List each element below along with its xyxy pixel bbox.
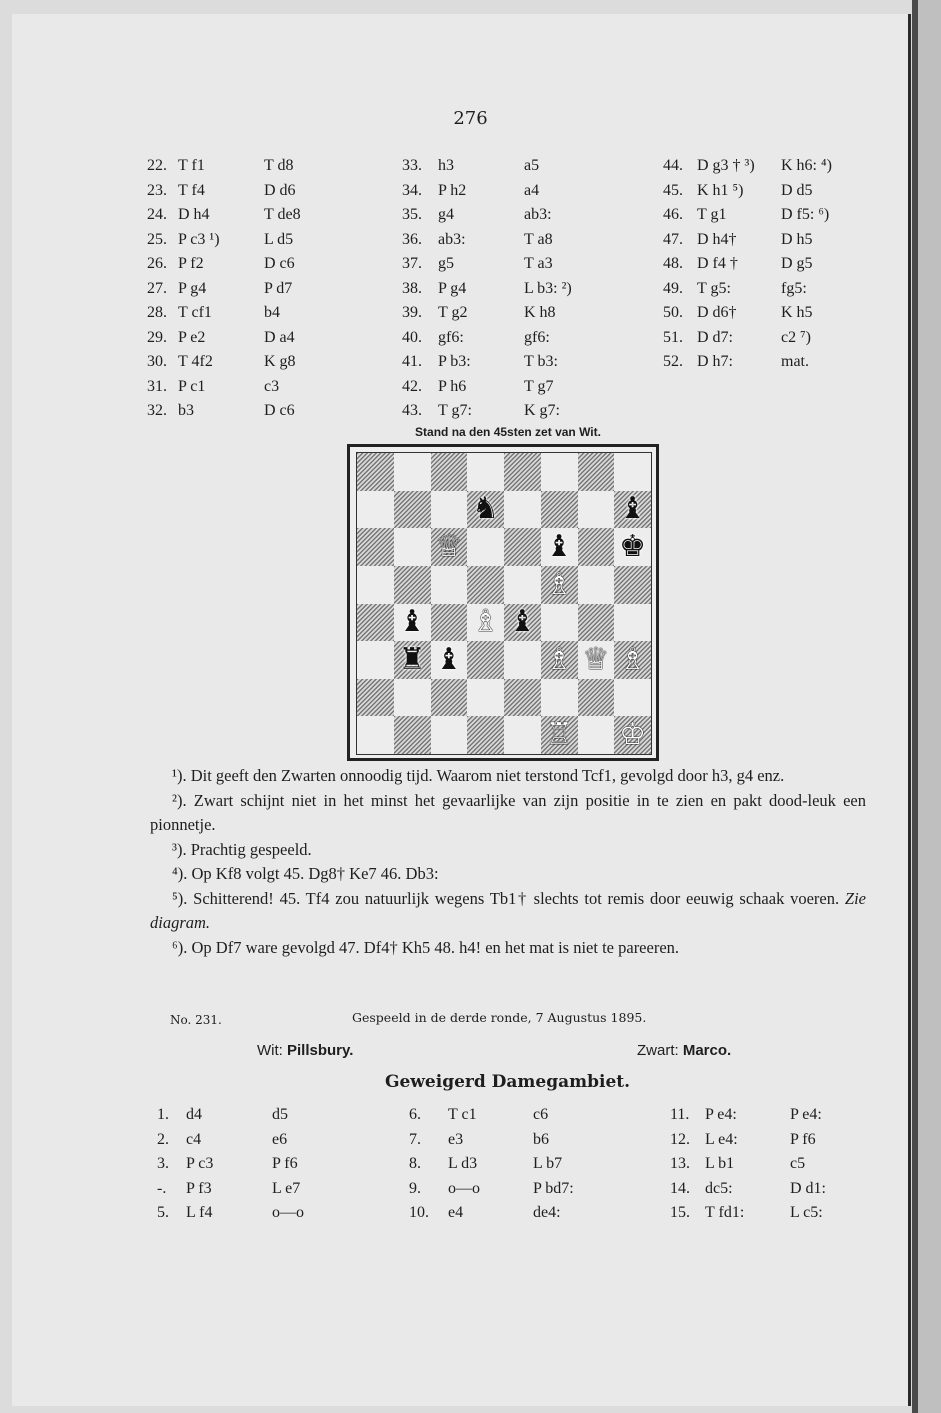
footnote-text: Op Kf8 volgt 45. Dg8† Ke7 46. Db3: <box>191 864 439 883</box>
chess-board <box>356 452 652 755</box>
move-number: 8. <box>409 1155 421 1172</box>
black-move: ab3: <box>524 206 552 223</box>
black-move: D c6 <box>264 402 295 419</box>
square-d8 <box>467 453 504 491</box>
game-col3-black <box>790 1103 826 1226</box>
square-b5 <box>394 566 431 604</box>
black-move: T d8 <box>264 157 294 174</box>
square-e2 <box>504 679 541 717</box>
square-c6 <box>431 528 468 566</box>
white-move: L f4 <box>186 1204 213 1221</box>
white-move: d4 <box>186 1106 202 1123</box>
move-number: 34. <box>402 181 422 199</box>
footnote-text: Dit geeft den Zwarten onnoodig tijd. Waarom niet terstond Tcf1, gevolgd door h3, g4 enz. <box>190 766 785 785</box>
white-move: o—o <box>448 1179 480 1197</box>
white-move: D f4 † <box>697 255 738 272</box>
square-g5 <box>578 566 615 604</box>
game-played-info: Gespeeld in de derde ronde, 7 Augustus 1895. <box>352 1010 647 1025</box>
square-a2 <box>357 679 394 717</box>
square-a6 <box>357 528 394 566</box>
square-h6 <box>614 528 651 566</box>
footnote <box>150 862 866 887</box>
footnote <box>150 764 866 789</box>
black-move: T de8 <box>264 206 301 223</box>
game-col1-numbers <box>157 1103 169 1226</box>
white-move: e3 <box>448 1130 464 1148</box>
col1-numbers <box>147 154 167 424</box>
white-move: D h4 <box>178 206 210 223</box>
black-name: Marco. <box>682 1042 732 1059</box>
black-move: e6 <box>272 1130 288 1148</box>
move-number: 12. <box>670 1130 690 1148</box>
move-number: 45. <box>663 181 683 199</box>
square-e4 <box>504 604 541 642</box>
footnote <box>150 887 866 936</box>
square-e3 <box>504 641 541 679</box>
black-move: D f5: ⁶) <box>781 206 830 223</box>
square-f6 <box>541 528 578 566</box>
black-rook-icon: ♜ <box>398 641 426 677</box>
square-c7 <box>431 491 468 529</box>
move-number: 14. <box>670 1179 690 1197</box>
black-move: K g7: <box>524 402 560 419</box>
move-number: 51. <box>663 328 683 346</box>
square-a1 <box>357 716 394 754</box>
footnote-text: Schitterend! 45. Tf4 zou natuurlijk wegens Tb1† slechts tot remis door eeuwig schaak voeren. <box>193 888 840 908</box>
col3-white <box>697 154 755 375</box>
square-h8 <box>614 453 651 491</box>
move-number: 22. <box>147 157 167 174</box>
white-move: gf6: <box>438 328 464 346</box>
black-move: T b3: <box>524 353 558 370</box>
opening-title: Geweigerd Damegambiet. <box>384 1072 631 1092</box>
white-move: T 4f2 <box>178 353 213 370</box>
black-label: Zwart: <box>637 1042 679 1059</box>
footnote-mark: ⁶). <box>172 937 192 957</box>
white-move: P c3 ¹) <box>178 230 220 248</box>
square-d3 <box>467 641 504 679</box>
square-e1 <box>504 716 541 754</box>
square-g7 <box>578 491 615 529</box>
move-number: 36. <box>402 230 422 248</box>
black-move: L b3: ²) <box>524 279 572 297</box>
square-c5 <box>431 566 468 604</box>
move-number: 27. <box>147 279 167 297</box>
move-number: 15. <box>670 1204 690 1221</box>
white-move: T fd1: <box>705 1204 745 1221</box>
game-col2-numbers <box>409 1103 429 1226</box>
game-col3-numbers <box>670 1103 690 1226</box>
black-move: P e4: <box>790 1106 822 1123</box>
white-move: P e4: <box>705 1106 737 1123</box>
move-number: 35. <box>402 206 422 223</box>
move-number: 44. <box>663 157 683 174</box>
move-number: 28. <box>147 304 167 321</box>
black-move: c3 <box>264 377 280 395</box>
black-move: T a8 <box>524 230 553 248</box>
white-player <box>257 1042 353 1059</box>
move-number: 49. <box>663 279 683 297</box>
white-move: ab3: <box>438 230 466 248</box>
white-move: T g1 <box>697 206 727 223</box>
black-move: P f6 <box>790 1130 816 1148</box>
black-move: D h5 <box>781 230 813 248</box>
black-move: L d5 <box>264 230 294 248</box>
white-move: P e2 <box>178 328 206 346</box>
black-bishop-icon: ♝ <box>545 529 573 565</box>
square-e5 <box>504 566 541 604</box>
col3-numbers <box>663 154 683 375</box>
move-number: 31. <box>147 377 167 395</box>
footnote-text: Op Df7 ware gevolgd 47. Df4† Kh5 48. h4! en het mat is niet te pareeren. <box>191 937 680 957</box>
black-move: K h5 <box>781 304 813 321</box>
square-a5 <box>357 566 394 604</box>
square-c3 <box>431 641 468 679</box>
square-c1 <box>431 716 468 754</box>
footnote-reference: Zie diagram. <box>150 888 866 932</box>
square-f7 <box>541 491 578 529</box>
square-a8 <box>357 453 394 491</box>
white-move: T f1 <box>178 157 205 174</box>
white-bishop-icon: ♗ <box>619 641 647 677</box>
square-h7 <box>614 491 651 529</box>
col3-black <box>781 154 832 375</box>
black-king-icon: ♚ <box>619 529 647 565</box>
square-d5 <box>467 566 504 604</box>
white-move: L b1 <box>705 1155 735 1172</box>
white-queen-icon: ♕ <box>435 529 463 565</box>
square-c8 <box>431 453 468 491</box>
black-move: T a3 <box>524 255 553 272</box>
square-b3 <box>394 641 431 679</box>
move-number: 37. <box>402 255 422 272</box>
white-bishop-icon: ♗ <box>545 566 573 602</box>
white-move: T c1 <box>448 1106 477 1123</box>
black-move: K h8 <box>524 304 556 321</box>
move-number: 25. <box>147 230 167 248</box>
square-b7 <box>394 491 431 529</box>
white-move: D d6† <box>697 304 737 321</box>
white-move: g5 <box>438 255 454 272</box>
square-d4 <box>467 604 504 642</box>
col2-black <box>524 154 572 424</box>
black-move: c5 <box>790 1155 806 1172</box>
white-bishop-icon: ♗ <box>545 641 573 677</box>
white-rook-icon: ♖ <box>545 717 573 753</box>
white-move: D h4† <box>697 230 737 248</box>
black-move: a5 <box>524 157 540 174</box>
black-move: c6 <box>533 1106 549 1123</box>
black-player <box>637 1042 731 1059</box>
footnote-mark: ⁴). <box>172 864 192 883</box>
footnotes <box>150 764 866 960</box>
game-number: No. 231. <box>170 1013 222 1027</box>
white-move: b3 <box>178 402 194 419</box>
white-move: h3 <box>438 157 454 174</box>
move-number: 23. <box>147 181 167 199</box>
move-number: 30. <box>147 353 167 370</box>
move-number: 2. <box>157 1130 169 1148</box>
square-g3 <box>578 641 615 679</box>
game-col1-black <box>272 1103 304 1226</box>
white-move: dc5: <box>705 1179 733 1197</box>
white-move: T g7: <box>438 402 472 419</box>
square-b2 <box>394 679 431 717</box>
black-move: D a4 <box>264 328 295 346</box>
move-number: 3. <box>157 1155 169 1172</box>
black-move: L b7 <box>533 1155 563 1172</box>
move-number: 47. <box>663 230 683 248</box>
black-move: mat. <box>781 353 809 370</box>
square-e6 <box>504 528 541 566</box>
square-h1 <box>614 716 651 754</box>
footnote <box>150 936 866 961</box>
diagram-caption: Stand na den 45sten zet van Wit. <box>415 425 601 439</box>
move-number: 42. <box>402 377 422 395</box>
move-number: 7. <box>409 1130 421 1148</box>
page-number: 276 <box>453 108 488 129</box>
white-bishop-icon: ♗ <box>472 604 500 640</box>
black-move: d5 <box>272 1106 288 1123</box>
black-move: P f6 <box>272 1155 298 1172</box>
black-move: gf6: <box>524 328 550 346</box>
white-move: T f4 <box>178 181 205 199</box>
black-move: c2 ⁷) <box>781 328 812 346</box>
square-e8 <box>504 453 541 491</box>
chess-diagram <box>347 444 659 761</box>
square-b1 <box>394 716 431 754</box>
move-number: 40. <box>402 328 422 346</box>
square-a4 <box>357 604 394 642</box>
white-move: P g4 <box>178 279 207 297</box>
square-h5 <box>614 566 651 604</box>
black-move: L e7 <box>272 1179 301 1197</box>
white-move: P g4 <box>438 279 467 297</box>
white-move: P b3: <box>438 353 471 370</box>
move-number: 6. <box>409 1106 421 1123</box>
white-move: P h2 <box>438 181 467 199</box>
move-number: 41. <box>402 353 422 370</box>
square-d6 <box>467 528 504 566</box>
col2-numbers <box>402 154 422 424</box>
square-f1 <box>541 716 578 754</box>
square-c2 <box>431 679 468 717</box>
black-move: de4: <box>533 1204 561 1221</box>
square-g1 <box>578 716 615 754</box>
move-number: 48. <box>663 255 683 272</box>
black-move: b4 <box>264 304 280 321</box>
square-e7 <box>504 491 541 529</box>
white-move: g4 <box>438 206 454 223</box>
white-king-icon: ♔ <box>619 717 647 753</box>
black-move: T g7 <box>524 377 554 395</box>
white-name: Pillsbury. <box>287 1042 354 1059</box>
square-f3 <box>541 641 578 679</box>
black-bishop-icon: ♝ <box>398 604 426 640</box>
move-number: 50. <box>663 304 683 321</box>
square-g8 <box>578 453 615 491</box>
black-knight-icon: ♞ <box>472 491 500 527</box>
black-move: o—o <box>272 1204 304 1221</box>
white-move: P c1 <box>178 377 206 395</box>
footnote-mark: ⁵). <box>172 888 194 908</box>
move-number: 38. <box>402 279 422 297</box>
black-move: b6 <box>533 1130 549 1148</box>
square-c4 <box>431 604 468 642</box>
square-b4 <box>394 604 431 642</box>
black-move: D c6 <box>264 255 295 272</box>
white-label: Wit: <box>257 1042 283 1059</box>
black-move: L c5: <box>790 1204 823 1221</box>
white-move: P h6 <box>438 377 467 395</box>
white-move: T g5: <box>697 279 731 297</box>
move-number: 32. <box>147 402 167 419</box>
footnote-mark: ²). <box>172 790 194 810</box>
move-number: 39. <box>402 304 422 321</box>
move-number: -. <box>157 1179 167 1197</box>
square-g6 <box>578 528 615 566</box>
square-g4 <box>578 604 615 642</box>
white-move: P c3 <box>186 1155 214 1172</box>
game-col1-white <box>186 1103 213 1226</box>
white-move: P f3 <box>186 1179 212 1197</box>
col2-white <box>438 154 472 424</box>
square-f8 <box>541 453 578 491</box>
move-number: 1. <box>157 1106 169 1123</box>
col1-white <box>178 154 220 424</box>
square-a7 <box>357 491 394 529</box>
square-f5 <box>541 566 578 604</box>
square-d7 <box>467 491 504 529</box>
footnote <box>150 838 866 863</box>
white-move: T cf1 <box>178 304 212 321</box>
black-move: D g5 <box>781 255 813 272</box>
game-col2-black <box>533 1103 574 1226</box>
white-move: T g2 <box>438 304 468 321</box>
white-move: c4 <box>186 1130 202 1148</box>
move-number: 33. <box>402 157 422 174</box>
white-move: K h1 ⁵) <box>697 181 744 199</box>
square-d2 <box>467 679 504 717</box>
square-d1 <box>467 716 504 754</box>
white-move: L d3 <box>448 1155 478 1172</box>
page-edge <box>912 0 941 1413</box>
black-move: D d6 <box>264 181 296 199</box>
white-queen-icon: ♕ <box>582 641 610 677</box>
black-move: P d7 <box>264 279 293 297</box>
black-move: K g8 <box>264 353 296 370</box>
footnote-text: Zwart schijnt niet in het minst het gevaarlijke van zijn positie in te zien en pakt dood-leuk een pionnetje. <box>150 790 866 834</box>
white-move: P f2 <box>178 255 204 272</box>
col1-black <box>264 154 301 424</box>
move-number: 43. <box>402 402 422 419</box>
move-number: 26. <box>147 255 167 272</box>
black-bishop-icon: ♝ <box>435 641 463 677</box>
square-b8 <box>394 453 431 491</box>
black-bishop-icon: ♝ <box>508 604 536 640</box>
move-number: 5. <box>157 1204 169 1221</box>
move-number: 13. <box>670 1155 690 1172</box>
black-move: fg5: <box>781 279 807 297</box>
move-number: 24. <box>147 206 167 223</box>
move-number: 52. <box>663 353 683 370</box>
square-f2 <box>541 679 578 717</box>
game-col3-white <box>705 1103 744 1226</box>
move-number: 9. <box>409 1179 421 1197</box>
footnote-mark: ³). <box>172 839 191 859</box>
footnote-mark: ¹). <box>172 766 191 785</box>
square-h2 <box>614 679 651 717</box>
square-b6 <box>394 528 431 566</box>
footnote <box>150 789 866 838</box>
square-g2 <box>578 679 615 717</box>
move-number: 29. <box>147 328 167 346</box>
square-h3 <box>614 641 651 679</box>
white-move: D g3 † ³) <box>697 157 755 174</box>
black-bishop-icon: ♝ <box>619 491 647 527</box>
game-col2-white <box>448 1103 480 1226</box>
square-a3 <box>357 641 394 679</box>
black-move: D d5 <box>781 181 813 199</box>
black-move: a4 <box>524 181 540 199</box>
move-number: 11. <box>670 1106 690 1123</box>
black-move: D d1: <box>790 1179 826 1197</box>
white-move: D h7: <box>697 353 733 370</box>
square-h4 <box>614 604 651 642</box>
black-move: P bd7: <box>533 1179 574 1197</box>
white-move: e4 <box>448 1204 464 1221</box>
square-f4 <box>541 604 578 642</box>
move-number: 46. <box>663 206 683 223</box>
footnote-text: Prachtig gespeeld. <box>190 839 312 859</box>
white-move: D d7: <box>697 328 733 346</box>
move-number: 10. <box>409 1204 429 1221</box>
white-move: L e4: <box>705 1130 738 1148</box>
black-move: K h6: ⁴) <box>781 157 832 174</box>
